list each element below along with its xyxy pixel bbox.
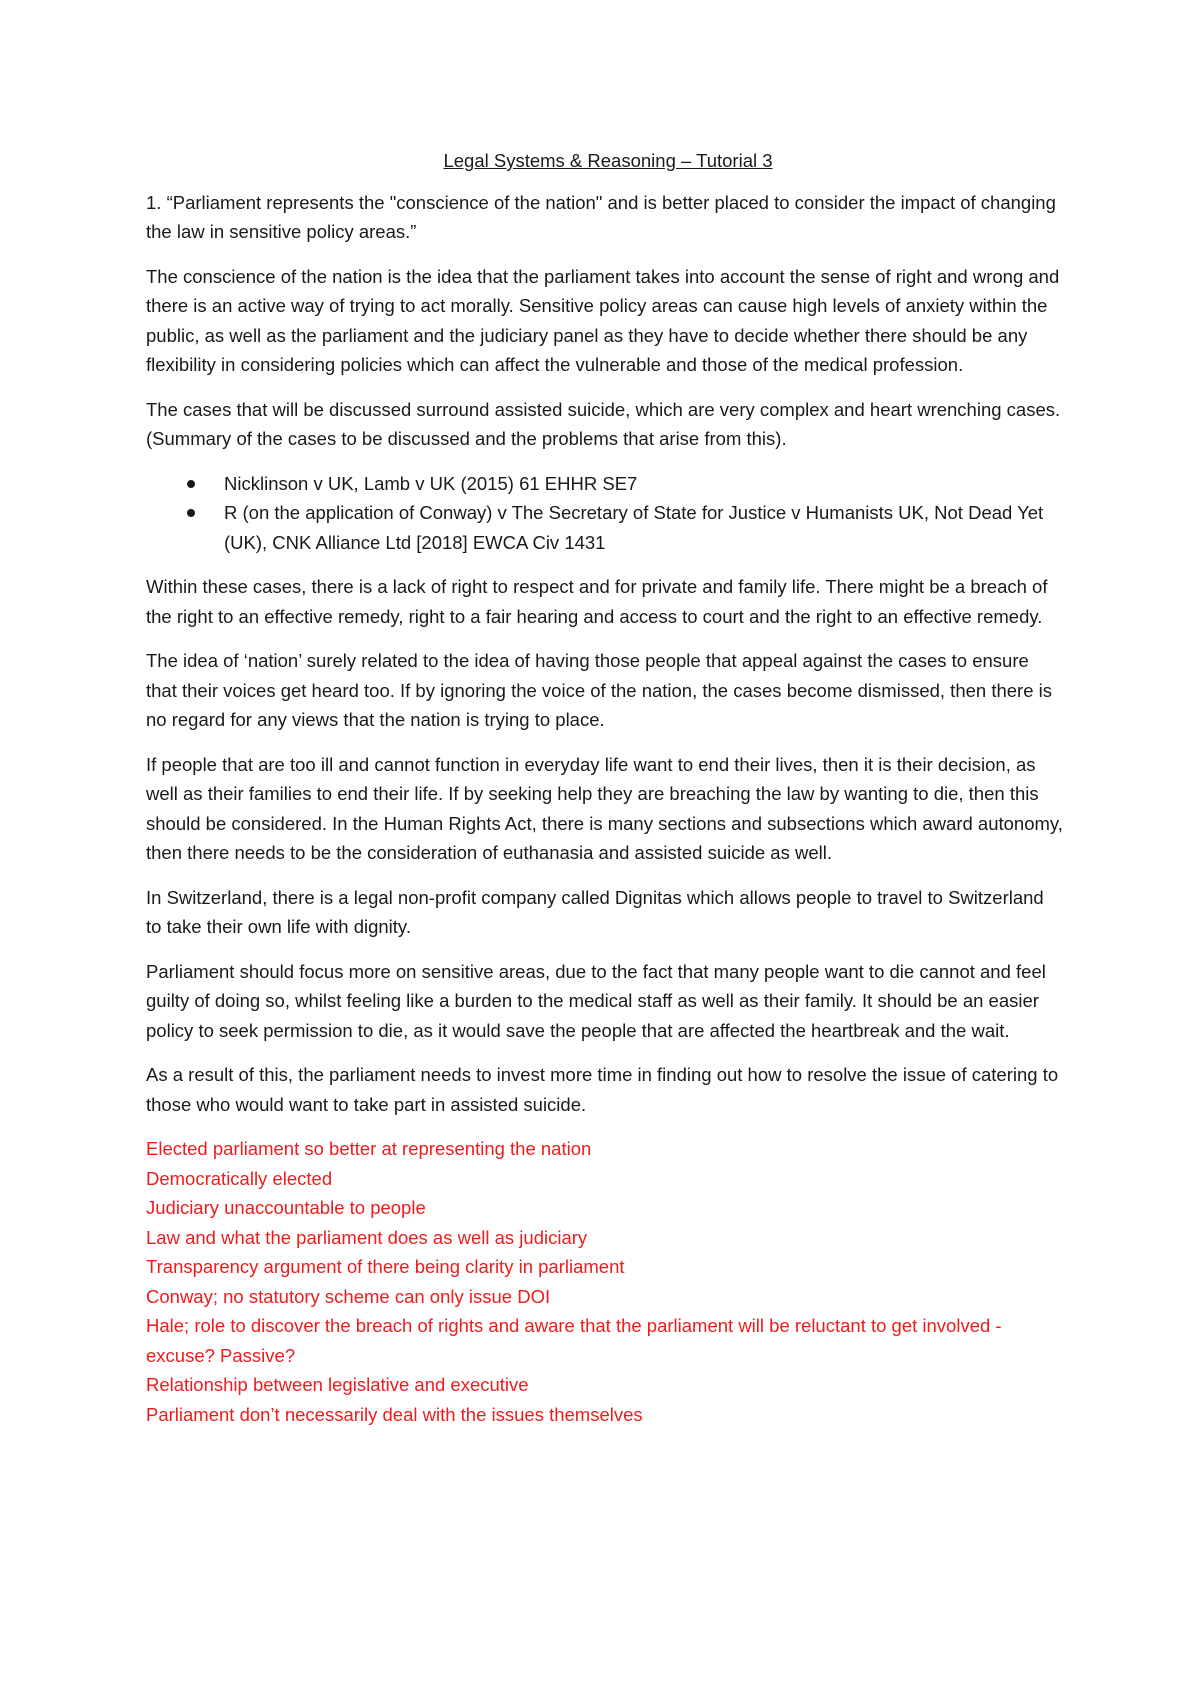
case-list-item: [146, 469, 1064, 499]
case-list-item: [146, 498, 1064, 557]
body-paragraph: Parliament should focus more on sensitive areas, due to the fact that many people want to die cannot and feel guilty of doing so, whilst feeling like a burden to the medical staff as well as their family. It should be an easier policy to seek permission to die, as it would save the people that are affected the heartbreak and the wait.: [146, 960, 1046, 1041]
red-notes: [146, 1134, 1064, 1429]
body-paragraph: Within these cases, there is a lack of right to respect and for private and family life. There might be a breach of the right to an effective remedy, right to a fair hearing and access to court and the right to an effective remedy.: [146, 576, 1048, 627]
note-line: Parliament don’t necessarily deal with the issues themselves: [146, 1403, 643, 1425]
note-line: Relationship between legislative and executive: [146, 1374, 529, 1395]
note-line: Transparency argument of there being clarity in parliament: [146, 1256, 625, 1277]
document-page: [146, 146, 1064, 1429]
note-line: Democratically elected: [146, 1167, 333, 1189]
bullet-icon: [187, 509, 195, 517]
body-paragraph: If people that are too ill and cannot function in everyday life want to end their lives, then it is their decision, as well as their families to end their life. If by seeking help they are breaching the law by wanting to die, then this should be considered. In the Human Rights Act, there is many sections and subsections which award autonomy, then there needs to be the consideration of euthanasia and assisted suicide as well.: [146, 753, 1063, 863]
body-paragraph: The idea of ‘nation’ surely related to the idea of having those people that appeal against the cases to ensure that their voices get heard too. If by ignoring the voice of the nation, the cases become dismissed, then there is no regard for any views that the nation is trying to place.: [146, 650, 1052, 730]
case-list: [146, 469, 1064, 558]
body-paragraph: As a result of this, the parliament needs to invest more time in finding out how to resolve the issue of catering to those who would want to take part in assisted suicide.: [146, 1064, 1059, 1115]
question-paragraph: 1. “Parliament represents the "conscience of the nation" and is better placed to consider the impact of changing the law in sensitive policy areas.”: [146, 191, 1056, 242]
note-line: Conway; no statutory scheme can only issue DOI: [146, 1285, 551, 1307]
note-line: Judiciary unaccountable to people: [146, 1197, 426, 1218]
bullet-icon: [187, 480, 195, 488]
note-line: Hale; role to discover the breach of rights and aware that the parliament will be reluctant to get involved - excuse? Passive?: [146, 1315, 1002, 1366]
case-citation: R (on the application of Conway) v The Secretary of State for Justice v Humanists UK, Not Dead Yet (UK), CNK Alliance Ltd [2018] EWCA Civ 1431: [224, 502, 1044, 553]
body-paragraph: The conscience of the nation is the idea that the parliament takes into account the sense of right and wrong and there is an active way of trying to act morally. Sensitive policy areas can cause high levels of anxiety within the public, as well as the parliament and the judiciary panel as they have to decide whether there should be any flexibility in considering policies which can affect the vulnerable and those of the medical profession.: [146, 265, 1060, 375]
body-paragraph: The cases that will be discussed surround assisted suicide, which are very complex and heart wrenching cases. (Summary of the cases to be discussed and the problems that arise from this).: [146, 398, 1061, 449]
case-citation: Nicklinson v UK, Lamb v UK (2015) 61 EHHR SE7: [224, 472, 638, 494]
document-title: Legal Systems & Reasoning – Tutorial 3: [443, 150, 773, 171]
note-line: Elected parliament so better at representing the nation: [146, 1138, 592, 1159]
note-line: Law and what the parliament does as well as judiciary: [146, 1226, 588, 1248]
body-paragraph: In Switzerland, there is a legal non-profit company called Dignitas which allows people to travel to Switzerland to take their own life with dignity.: [146, 886, 1044, 937]
